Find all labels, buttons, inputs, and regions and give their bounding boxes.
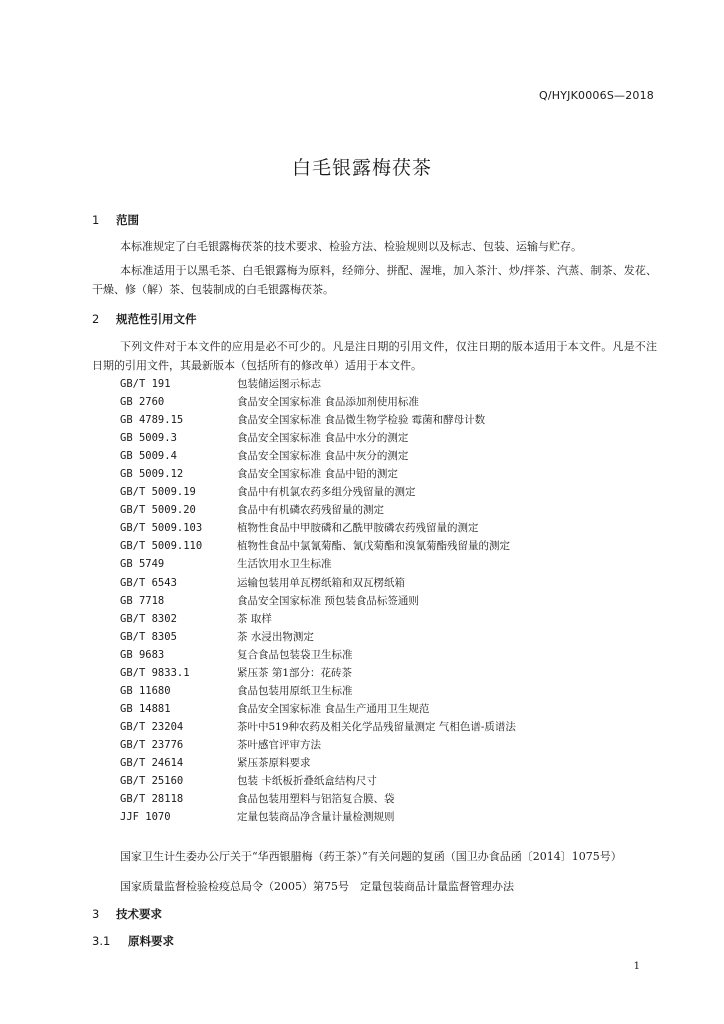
reference-title: 生活饮用水卫生标准 bbox=[237, 558, 332, 571]
reference-code: GB/T 9833.1 bbox=[120, 666, 190, 679]
reference-code: GB 5749 bbox=[120, 558, 165, 571]
reference-row bbox=[120, 772, 640, 790]
page-number: 1 bbox=[633, 961, 640, 972]
reference-row bbox=[120, 718, 640, 736]
reference-title: 食品安全国家标准 预包装食品标签通则 bbox=[237, 594, 419, 607]
reference-row bbox=[120, 628, 640, 646]
section-1-heading bbox=[92, 212, 139, 228]
reference-code: GB 5009.12 bbox=[120, 468, 184, 481]
reference-title: 茶 水浸出物测定 bbox=[237, 630, 314, 643]
reference-row bbox=[120, 393, 640, 411]
reference-title: 植物性食品中氯氰菊酯、氰戊菊酯和溴氰菊酯残留量的测定 bbox=[237, 540, 510, 553]
section-3-1-heading bbox=[92, 933, 174, 949]
reference-title: 复合食品包装袋卫生标准 bbox=[237, 648, 353, 661]
reference-row bbox=[120, 411, 640, 429]
reference-row bbox=[120, 808, 640, 826]
reference-code: GB/T 5009.20 bbox=[120, 504, 196, 517]
reference-row bbox=[120, 700, 640, 718]
reference-code: GB 11680 bbox=[120, 684, 171, 697]
reference-title: 紧压茶原料要求 bbox=[237, 756, 311, 769]
reference-code: GB/T 23204 bbox=[120, 720, 184, 733]
section-title: 范围 bbox=[116, 213, 139, 227]
document-title: 白毛银露梅茯茶 bbox=[291, 157, 432, 179]
reference-row bbox=[120, 483, 640, 501]
reference-title: 包装 卡纸板折叠纸盒结构尺寸 bbox=[237, 775, 377, 788]
reference-title: 食品包装用塑料与铝箔复合膜、袋 bbox=[237, 793, 395, 806]
reference-code: GB/T 5009.110 bbox=[120, 540, 203, 553]
section-title: 规范性引用文件 bbox=[116, 312, 197, 326]
reference-code: GB 4789.15 bbox=[120, 414, 184, 427]
reference-code: GB 14881 bbox=[120, 702, 171, 715]
reference-code: GB/T 25160 bbox=[120, 775, 184, 788]
reference-title: 定量包装商品净含量计量检测规则 bbox=[237, 811, 395, 824]
section-number: 3 bbox=[92, 907, 100, 921]
reference-code: GB 2760 bbox=[120, 396, 165, 409]
reference-title: 包装储运图示标志 bbox=[237, 378, 321, 390]
reference-code: GB 7718 bbox=[120, 594, 165, 607]
reference-title: 食品安全国家标准 食品中水分的测定 bbox=[237, 432, 409, 445]
reference-row bbox=[120, 501, 640, 519]
section-title: 技术要求 bbox=[116, 907, 162, 921]
reference-row bbox=[120, 537, 640, 555]
reference-note-1: 国家卫生计生委办公厅关于“华西银腊梅（药王茶）”有关问题的复函（国卫办食品函〔2014〕1075号） bbox=[120, 850, 622, 863]
references-intro: 下列文件对于本文件的应用是必不可少的。凡是注日期的引用文件，仅注日期的版本适用于本文件。凡是不注日期的引用文件，其最新版本（包括所有的修改单）适用于本文件。 bbox=[92, 340, 657, 372]
reference-code: GB 9683 bbox=[120, 648, 165, 661]
reference-row bbox=[120, 610, 640, 628]
reference-row bbox=[120, 375, 640, 393]
reference-row bbox=[120, 574, 640, 592]
reference-code: GB/T 5009.103 bbox=[120, 522, 203, 535]
reference-code: GB/T 5009.19 bbox=[120, 486, 196, 499]
reference-row bbox=[120, 646, 640, 664]
reference-title: 茶叶中519种农药及相关化学品残留量测定 气相色谱-质谱法 bbox=[237, 720, 516, 733]
reference-code: JJF 1070 bbox=[120, 811, 171, 824]
section-3-heading bbox=[92, 906, 162, 922]
reference-code: GB/T 191 bbox=[120, 378, 171, 390]
reference-title: 食品包装用原纸卫生标准 bbox=[237, 684, 353, 697]
reference-code: GB 5009.4 bbox=[120, 450, 177, 463]
reference-title: 运输包装用单瓦楞纸箱和双瓦楞纸箱 bbox=[237, 576, 405, 589]
reference-code: GB/T 8302 bbox=[120, 612, 177, 625]
reference-code: GB/T 24614 bbox=[120, 756, 184, 769]
reference-row bbox=[120, 447, 640, 465]
reference-title: 食品安全国家标准 食品生产通用卫生规范 bbox=[237, 702, 430, 715]
reference-title: 食品中有机磷农药残留量的测定 bbox=[237, 504, 384, 517]
reference-title: 食品安全国家标准 食品中灰分的测定 bbox=[237, 450, 409, 463]
scope-paragraph-1: 本标准规定了白毛银露梅茯茶的技术要求、检验方法、检验规则以及标志、包装、运输与贮存。 bbox=[120, 240, 582, 253]
section-number: 2 bbox=[92, 312, 100, 326]
reference-code: GB 5009.3 bbox=[120, 432, 177, 445]
reference-title: 茶叶感官评审方法 bbox=[237, 738, 321, 751]
reference-title: 植物性食品中甲胺磷和乙酰甲胺磷农药残留量的测定 bbox=[237, 522, 479, 535]
section-number: 1 bbox=[92, 213, 100, 227]
reference-code: GB/T 23776 bbox=[120, 738, 184, 751]
reference-note-2: 国家质量监督检验检疫总局令（2005）第75号 定量包装商品计量监督管理办法 bbox=[120, 880, 514, 893]
reference-row bbox=[120, 429, 640, 447]
reference-title: 紧压茶 第1部分：花砖茶 bbox=[237, 666, 353, 679]
standard-code: Q/HYJK0006S—2018 bbox=[539, 89, 654, 102]
reference-row bbox=[120, 754, 640, 772]
reference-title: 食品中有机氯农药多组分残留量的测定 bbox=[237, 486, 416, 499]
scope-paragraph-2: 本标准适用于以黑毛茶、白毛银露梅为原料，经筛分、拼配、渥堆，加入茶汁、炒/拌茶、汽蒸、制茶、发花、干燥、修（解）茶、包装制成的白毛银露梅茯茶。 bbox=[92, 264, 657, 296]
reference-row bbox=[120, 555, 640, 573]
section-2-heading bbox=[92, 311, 197, 327]
reference-row bbox=[120, 664, 640, 682]
reference-row bbox=[120, 790, 640, 808]
reference-code: GB/T 28118 bbox=[120, 793, 184, 806]
reference-row bbox=[120, 519, 640, 537]
reference-title: 茶 取样 bbox=[237, 612, 272, 625]
reference-row bbox=[120, 736, 640, 754]
reference-code: GB/T 8305 bbox=[120, 630, 177, 643]
reference-title: 食品安全国家标准 食品添加剂使用标准 bbox=[237, 396, 419, 409]
section-number: 3.1 bbox=[92, 934, 111, 948]
reference-row bbox=[120, 592, 640, 610]
reference-row bbox=[120, 682, 640, 700]
reference-row bbox=[120, 465, 640, 483]
reference-code: GB/T 6543 bbox=[120, 576, 177, 589]
section-title: 原料要求 bbox=[128, 934, 174, 948]
reference-list bbox=[120, 375, 640, 826]
reference-title: 食品安全国家标准 食品中铅的测定 bbox=[237, 468, 398, 481]
reference-title: 食品安全国家标准 食品微生物学检验 霉菌和酵母计数 bbox=[237, 414, 486, 427]
